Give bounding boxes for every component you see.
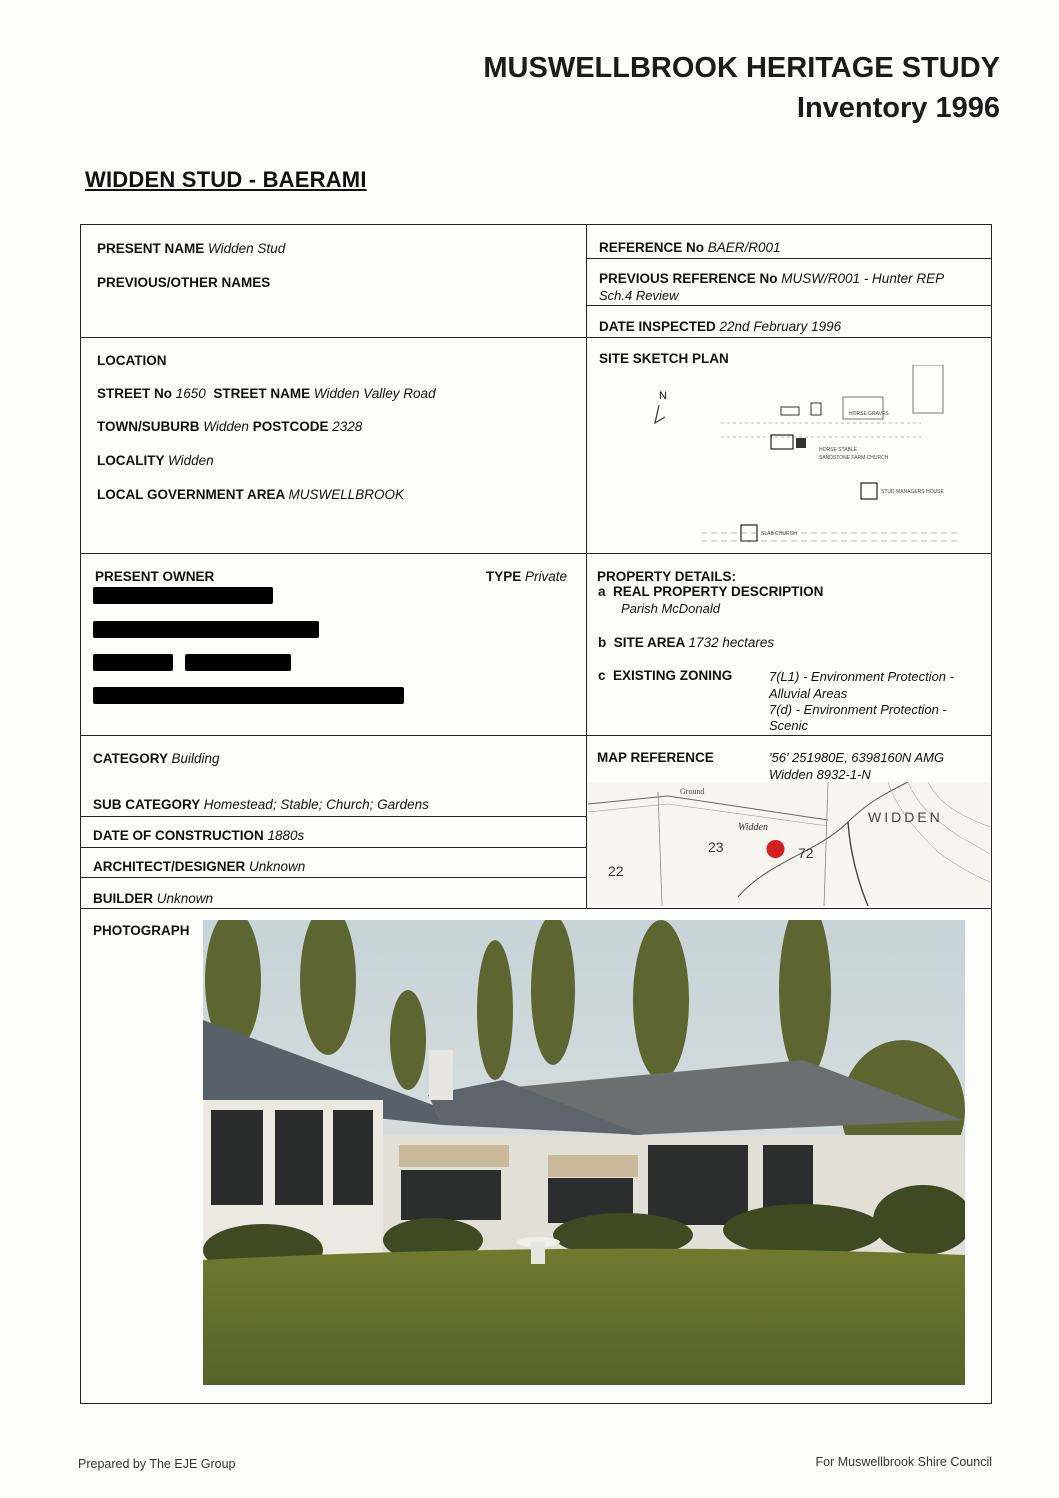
map-region-label: WIDDEN [868, 809, 943, 825]
street-name-value: Widden Valley Road [313, 386, 436, 401]
rule [81, 877, 586, 878]
date-construction [93, 828, 304, 843]
date-construction-label: DATE OF CONSTRUCTION [93, 828, 264, 843]
rule [81, 847, 586, 848]
site-sketch-plan [621, 365, 971, 545]
sketch-building [913, 365, 943, 413]
rule [586, 258, 991, 259]
site-area-value: 1732 hectares [688, 635, 775, 650]
builder-value: Unknown [156, 891, 214, 906]
sketch-building [781, 407, 799, 415]
existing-zoning [598, 668, 732, 683]
present-name-label: PRESENT NAME [97, 241, 205, 256]
sketch-road [721, 423, 921, 437]
property-details-label: PROPERTY DETAILS: [597, 569, 737, 584]
builder [93, 891, 213, 906]
locality-line [97, 453, 214, 468]
homestead-photo-image [203, 920, 965, 1385]
map-grid-number: 22 [608, 863, 624, 879]
zoning-line: Alluvial Areas [769, 686, 848, 701]
redaction-bar [93, 687, 404, 704]
north-arrow-label: N [659, 390, 667, 402]
wing-windows [211, 1110, 373, 1205]
category-label: CATEGORY [93, 751, 168, 766]
subcategory [93, 797, 429, 812]
rule [81, 908, 991, 909]
street-line [97, 386, 436, 401]
map-grid-number: 23 [708, 839, 724, 855]
rule [81, 816, 586, 817]
north-arrow-icon [655, 405, 665, 423]
document-subtitle: Inventory 1996 [796, 92, 1000, 124]
type-value: Private [525, 569, 568, 584]
rule [586, 305, 991, 306]
photograph-label: PHOTOGRAPH [93, 923, 190, 938]
site-sketch-label: SITE SKETCH PLAN [599, 351, 729, 366]
previous-reference [599, 271, 944, 286]
street-name-label: STREET NAME [213, 386, 311, 401]
footer-left: Prepared by The EJE Group [78, 1457, 236, 1471]
subcategory-label: SUB CATEGORY [93, 797, 201, 812]
zoning-letter: c [598, 668, 606, 683]
town-label: TOWN/SUBURB [97, 419, 200, 434]
real-property-letter: a [598, 584, 606, 599]
lawn [203, 1249, 965, 1385]
date-inspected-label: DATE INSPECTED [599, 319, 716, 334]
present-name [97, 241, 285, 256]
postcode-label: POSTCODE [252, 419, 329, 434]
previous-reference-value-2: Sch.4 Review [599, 288, 679, 303]
subcategory-value: Homestead; Stable; Church; Gardens [203, 797, 429, 812]
lga-label: LOCAL GOVERNMENT AREA [97, 487, 285, 502]
document-title: MUSWELLBROOK HERITAGE STUDY [483, 52, 1000, 84]
architect [93, 859, 305, 874]
zoning-line: Scenic [769, 718, 809, 733]
architect-value: Unknown [249, 859, 306, 874]
category [93, 751, 220, 766]
item-title: WIDDEN STUD - BAERAMI [85, 167, 367, 192]
real-property-value: Parish McDonald [621, 601, 720, 616]
site-area [598, 635, 774, 650]
svg-text:SANDSTONE FARM CHURCH: SANDSTONE FARM CHURCH [819, 455, 889, 461]
date-inspected-value: 22nd February 1996 [719, 319, 842, 334]
lga-line [97, 487, 404, 502]
town-line [97, 419, 362, 434]
birdbath-stand [531, 1242, 545, 1264]
reference-no-label: REFERENCE No [599, 240, 705, 255]
sketch-building [811, 403, 821, 415]
map-reference-line-1: '56' 251980E, 6398160N AMG [769, 750, 945, 765]
zoning-label: EXISTING ZONING [613, 668, 733, 683]
homestead-photograph [203, 920, 965, 1385]
type-label: TYPE [486, 569, 522, 584]
map-place-label: Widden [738, 822, 768, 833]
street-no-value: 1650 [175, 386, 206, 401]
svg-text:STUD MANAGERS HOUSE: STUD MANAGERS HOUSE [881, 489, 944, 495]
column-divider [586, 225, 587, 908]
map-ground-label: Ground [680, 787, 705, 796]
site-area-letter: b [598, 635, 607, 650]
sketch-managers-house [861, 483, 877, 499]
redaction-bar [185, 654, 291, 671]
svg-text:SLAB CHURCH: SLAB CHURCH [761, 531, 797, 537]
locality-value: Widden [168, 453, 214, 468]
builder-label: BUILDER [93, 891, 153, 906]
rule [81, 735, 991, 736]
present-name-value: Widden Stud [208, 241, 286, 256]
real-property-label: REAL PROPERTY DESCRIPTION [613, 584, 824, 599]
redaction-bar [93, 621, 319, 638]
sketch-track [701, 533, 961, 541]
topographic-map [588, 782, 990, 906]
previous-reference-label: PREVIOUS REFERENCE No [599, 271, 778, 286]
town-value: Widden [203, 419, 249, 434]
redaction-bar [93, 587, 273, 604]
redaction-bar [93, 654, 173, 671]
chimney [429, 1050, 453, 1100]
real-property [598, 584, 823, 599]
rule [81, 337, 991, 338]
reference-no-value: BAER/R001 [707, 240, 781, 255]
present-owner-label: PRESENT OWNER [95, 569, 215, 584]
rule [81, 553, 991, 554]
zoning-line: 7(d) - Environment Protection - [769, 702, 947, 717]
category-value: Building [171, 751, 220, 766]
location-label: LOCATION [97, 353, 167, 368]
svg-text:HORSE STABLE: HORSE STABLE [819, 447, 857, 453]
postcode-value: 2328 [332, 419, 363, 434]
previous-reference-value: MUSW/R001 - Hunter REP [781, 271, 945, 286]
footer-right: For Muswellbrook Shire Council [815, 1455, 992, 1469]
lga-value: MUSWELLBROOK [288, 487, 405, 502]
sketch-church [796, 438, 806, 448]
zoning-line: 7(L1) - Environment Protection - [769, 669, 954, 684]
date-construction-value: 1880s [267, 828, 305, 843]
svg-text:HORSE GRAVES: HORSE GRAVES [849, 411, 889, 417]
previous-names-label: PREVIOUS/OTHER NAMES [97, 275, 271, 290]
locality-label: LOCALITY [97, 453, 165, 468]
owner-type [486, 569, 567, 584]
map-reference-label: MAP REFERENCE [597, 750, 714, 765]
location-pin-icon [767, 840, 785, 858]
site-area-label: SITE AREA [613, 635, 685, 650]
map-reference-line-2: Widden 8932-1-N [769, 767, 871, 782]
reference-no [599, 240, 781, 255]
date-inspected [599, 319, 841, 334]
map-grid-number: 72 [798, 845, 814, 861]
street-no-label: STREET No [97, 386, 173, 401]
architect-label: ARCHITECT/DESIGNER [93, 859, 246, 874]
